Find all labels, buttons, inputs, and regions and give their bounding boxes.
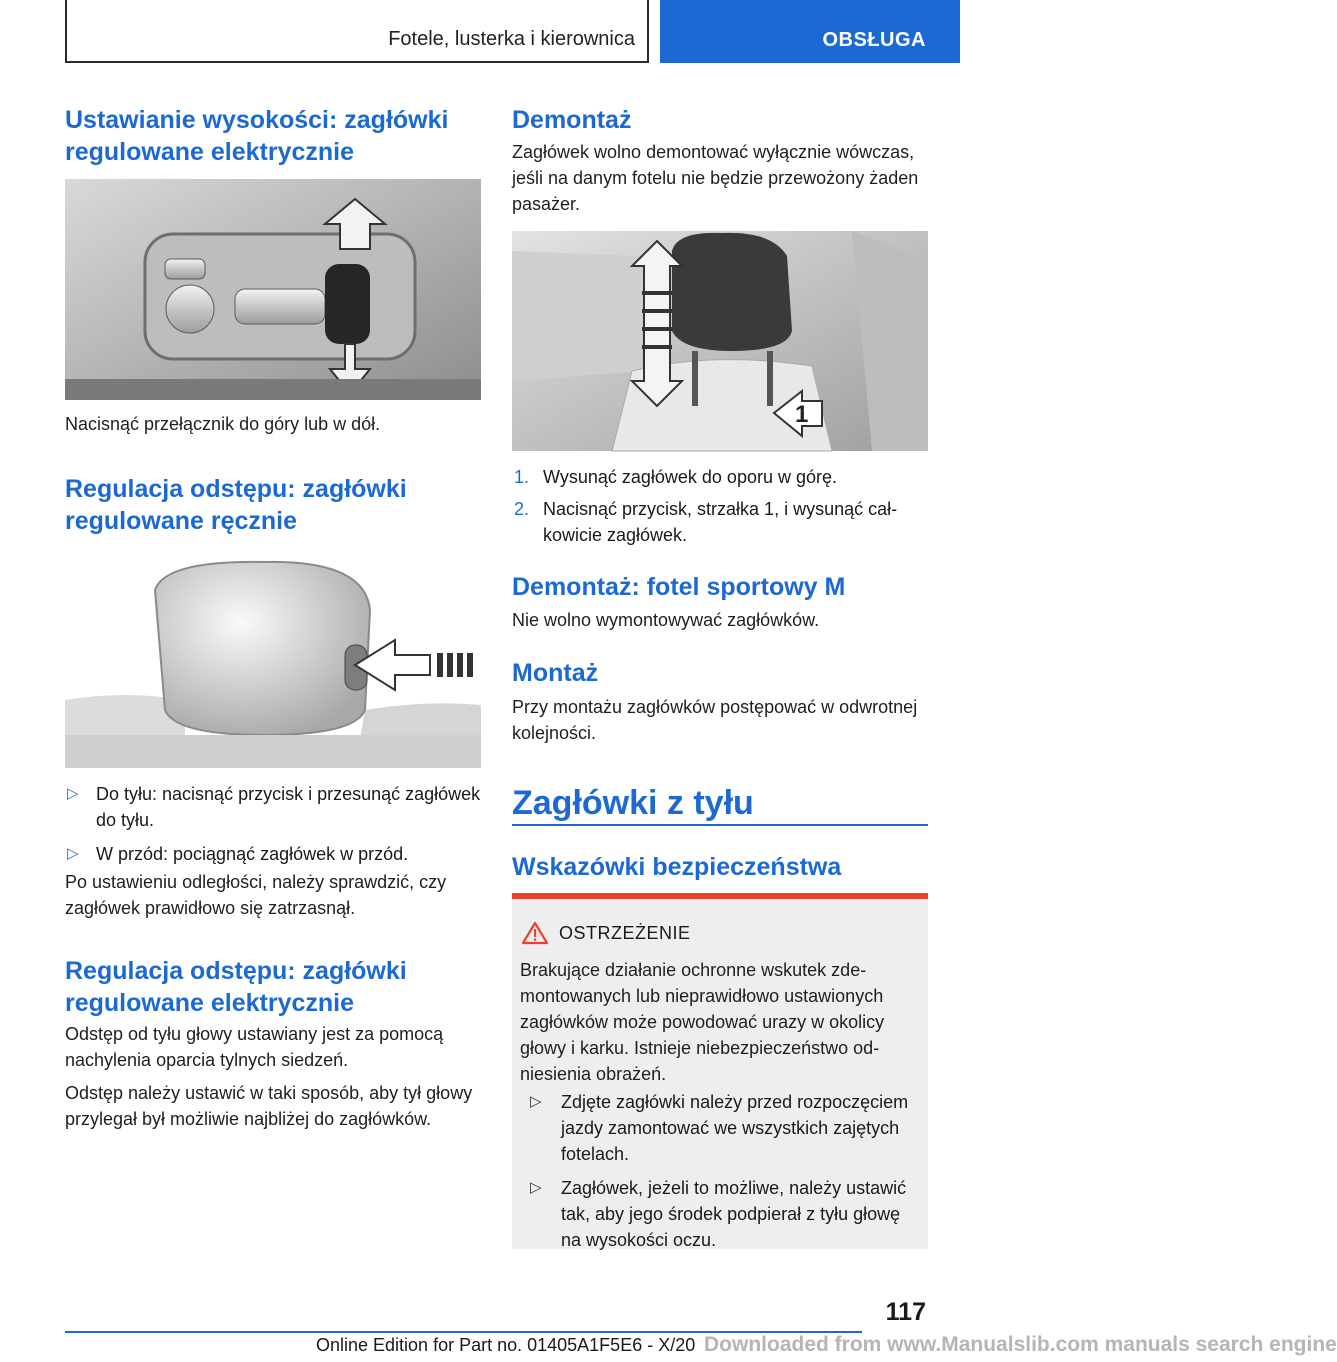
heading-rear-headrests: Zagłówki z tyłu bbox=[512, 784, 754, 822]
manual-note: Po ustawieniu odległości, należy sprawdzić, czy zagłówek prawidłowo się zatrzasnął. bbox=[65, 872, 447, 918]
figure-headrest-button bbox=[65, 550, 481, 768]
heading-install: Montaż bbox=[512, 659, 599, 687]
step-number: 2. bbox=[514, 499, 530, 519]
electric-paragraph-2: Odstęp należy ustawić w taki sposób, aby tył głowy przylegał był możliwie najbliżej do zagłówków. bbox=[65, 1083, 473, 1129]
remove-text: Zagłówek wolno demontować wyłącznie wówczas, jeśli na danym fotelu nie będzie przewożony żaden pasażer. bbox=[512, 142, 919, 214]
figure-callout-label: 1 bbox=[795, 401, 809, 428]
heading-safety: Wskazówki bezpieczeństwa bbox=[512, 853, 842, 881]
heading-remove: Demontaż bbox=[512, 106, 632, 134]
section-rule bbox=[512, 824, 928, 826]
chapter-tab bbox=[660, 0, 960, 63]
heading-height-electric: Ustawianie wysokości: zagłówki regulowane elektrycznie bbox=[65, 106, 449, 166]
list-item: 1. Wysunąć zagłówek do oporu w górę. bbox=[512, 464, 928, 490]
heading-remove-sport: Demontaż: fotel sportowy M bbox=[512, 573, 846, 601]
electric-paragraph-1: Odstęp od tyłu głowy ustawiany jest za pomocą nachylenia oparcia tylnych siedzeń. bbox=[65, 1024, 444, 1070]
manual-adjust-list bbox=[65, 781, 481, 867]
figure-headrest-removal bbox=[512, 231, 928, 451]
list-triangle-icon: ▷ bbox=[67, 785, 79, 802]
edition-text: Online Edition for Part no. 01405A1F5E6 - X/20 bbox=[316, 1335, 696, 1355]
figure-seat-switch bbox=[65, 179, 481, 400]
header-frame bbox=[65, 0, 649, 63]
warning-title: OSTRZEŻENIE bbox=[559, 923, 691, 943]
removal-steps-list bbox=[512, 464, 928, 548]
warning-triangle-icon bbox=[522, 921, 548, 945]
section-title: Fotele, lusterka i kierownica bbox=[388, 28, 635, 50]
list-item: 2. Nacisnąć przycisk, strzałka 1, i wysunąć całkowicie zagłówek. bbox=[512, 496, 928, 548]
warning-list bbox=[512, 1089, 916, 1253]
warning-text: Brakujące działanie ochronne wskutek zdemontowanych lub nieprawidłowo ustawionych zagłówków może powodować urazy w okolicy głowy i karku. Istnieje niebezpieczeństwo odniesienia obrażeń. bbox=[520, 960, 885, 1084]
remove-sport-text: Nie wolno wymontowywać zagłówków. bbox=[512, 610, 820, 630]
page-number: 117 bbox=[885, 1298, 926, 1326]
chapter-tab-label: OBSŁUGA bbox=[822, 29, 926, 51]
warning-box bbox=[512, 893, 928, 1249]
list-item: ▷ Zagłówek, jeżeli to możliwe, należy ustawić tak, aby jego środek podpierał z tyłu głowę na wysokości oczu. bbox=[512, 1175, 916, 1253]
install-text: Przy montażu zagłówków postępować w odwrotnej kolejności. bbox=[512, 697, 918, 743]
step-number: 1. bbox=[514, 467, 530, 487]
list-item: ▷ Zdjęte zagłówki należy przed rozpoczęciem jazdy zamontować we wszystkich zajętych fotelach. bbox=[512, 1089, 916, 1167]
list-triangle-icon: ▷ bbox=[530, 1179, 542, 1196]
download-watermark: Downloaded from www.Manualslib.com manuals search engine bbox=[700, 1333, 1337, 1357]
list-item: ▷ Do tyłu: nacisnąć przycisk i przesunąć zagłówek do tyłu. bbox=[65, 781, 481, 833]
list-triangle-icon: ▷ bbox=[530, 1093, 542, 1110]
caption-switch: Nacisnąć przełącznik do góry lub w dół. bbox=[65, 414, 381, 434]
list-item: ▷ W przód: pociągnąć zagłówek w przód. bbox=[65, 841, 481, 867]
heading-distance-electric: Regulacja odstępu: zagłówki regulowane elektrycznie bbox=[65, 957, 407, 1017]
list-triangle-icon: ▷ bbox=[67, 845, 79, 862]
heading-distance-manual: Regulacja odstępu: zagłówki regulowane ręcznie bbox=[65, 475, 407, 535]
